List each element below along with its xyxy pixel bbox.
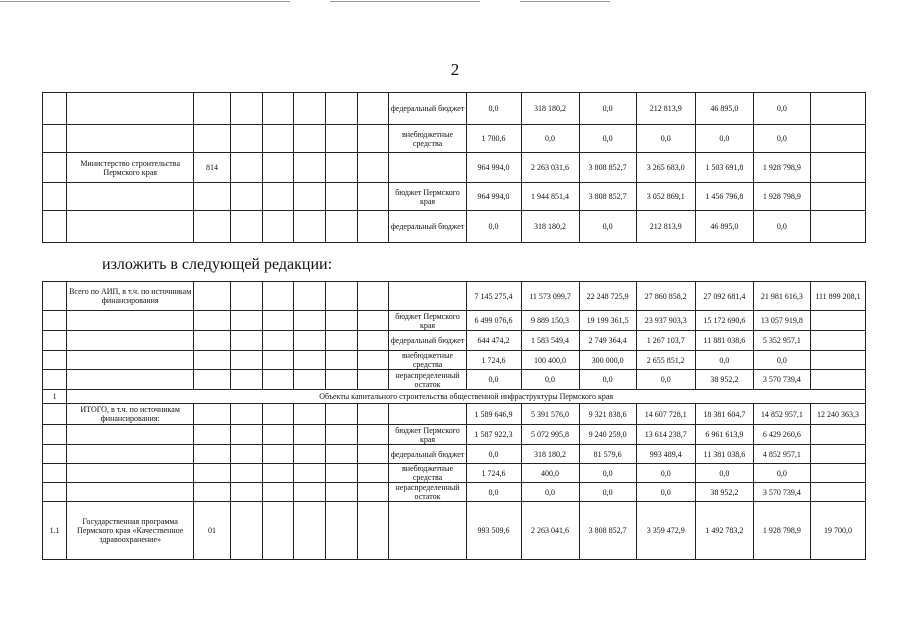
empty-cell <box>262 502 294 560</box>
code-cell: 814 <box>194 153 231 183</box>
value-cell: 12 240 363,3 <box>810 404 865 425</box>
empty-cell <box>262 183 294 211</box>
row-number-cell <box>43 331 67 351</box>
empty-cell <box>231 125 263 153</box>
value-cell: 0,0 <box>466 483 521 502</box>
row-number-cell <box>43 464 67 483</box>
empty-cell <box>357 351 389 370</box>
value-cell <box>810 331 865 351</box>
value-cell: 964 994,0 <box>466 183 521 211</box>
value-cell: 318 180,2 <box>521 445 579 464</box>
empty-cell <box>262 351 294 370</box>
page-number: 2 <box>450 60 460 79</box>
value-cell: 1 589 646,9 <box>466 404 521 425</box>
value-cell <box>810 183 865 211</box>
empty-cell <box>262 445 294 464</box>
value-cell: 0,0 <box>521 483 579 502</box>
empty-cell <box>231 153 263 183</box>
empty-cell <box>294 331 326 351</box>
value-cell: 14 607 728,1 <box>636 404 695 425</box>
value-cell: 6 429 260,6 <box>753 425 810 445</box>
code-cell <box>194 351 231 370</box>
empty-cell <box>294 464 326 483</box>
value-cell: 27 860 858,2 <box>636 282 695 311</box>
name-cell <box>67 445 194 464</box>
table-row <box>43 211 866 243</box>
name-cell: Всего по АИП, в т.ч. по источникам финансирования <box>67 282 194 311</box>
empty-cell <box>326 153 358 183</box>
value-cell: 0,0 <box>466 211 521 243</box>
value-cell: 0,0 <box>466 93 521 125</box>
empty-cell <box>326 125 358 153</box>
top-table <box>42 92 866 243</box>
empty-cell <box>326 331 358 351</box>
source-cell: внебюджетные средства <box>389 125 466 153</box>
value-cell: 0,0 <box>753 93 810 125</box>
code-cell <box>194 445 231 464</box>
value-cell: 0,0 <box>521 370 579 390</box>
empty-cell <box>294 282 326 311</box>
empty-cell <box>262 93 294 125</box>
value-cell: 3 359 472,9 <box>636 502 695 560</box>
empty-cell <box>262 464 294 483</box>
source-cell: бюджет Пермского края <box>389 183 466 211</box>
code-cell <box>194 93 231 125</box>
empty-cell <box>357 331 389 351</box>
table-row <box>43 502 866 560</box>
empty-cell <box>357 125 389 153</box>
empty-cell <box>294 211 326 243</box>
empty-cell <box>294 445 326 464</box>
value-cell <box>810 483 865 502</box>
value-cell: 2 263 031,6 <box>521 153 579 183</box>
row-number-cell <box>43 311 67 331</box>
table-row <box>43 125 866 153</box>
empty-cell <box>326 351 358 370</box>
empty-cell <box>231 211 263 243</box>
empty-cell <box>357 445 389 464</box>
scan-edge-line <box>520 1 610 2</box>
empty-cell <box>294 311 326 331</box>
value-cell: 38 952,2 <box>695 483 753 502</box>
empty-cell <box>326 282 358 311</box>
value-cell: 0,0 <box>753 125 810 153</box>
value-cell: 111 899 208,1 <box>810 282 865 311</box>
empty-cell <box>294 183 326 211</box>
code-cell <box>194 425 231 445</box>
source-cell: внебюджетные средства <box>389 351 466 370</box>
source-cell: внебюджетные средства <box>389 464 466 483</box>
value-cell: 5 072 995,8 <box>521 425 579 445</box>
source-cell: бюджет Пермского края <box>389 425 466 445</box>
value-cell: 0,0 <box>466 370 521 390</box>
value-cell: 5 352 957,1 <box>753 331 810 351</box>
empty-cell <box>326 404 358 425</box>
value-cell: 46 895,0 <box>695 211 753 243</box>
empty-cell <box>294 93 326 125</box>
row-number-cell: 1.1 <box>43 502 67 560</box>
row-number-cell <box>43 483 67 502</box>
empty-cell <box>231 183 263 211</box>
empty-cell <box>262 331 294 351</box>
table-row <box>43 464 866 483</box>
value-cell: 13 057 919,8 <box>753 311 810 331</box>
value-cell <box>810 93 865 125</box>
source-cell: бюджет Пермского края <box>389 311 466 331</box>
source-cell <box>389 282 466 311</box>
table-row <box>43 153 866 183</box>
code-cell <box>194 404 231 425</box>
value-cell: 0,0 <box>753 351 810 370</box>
value-cell: 0,0 <box>579 211 636 243</box>
value-cell <box>810 464 865 483</box>
value-cell: 38 952,2 <box>695 370 753 390</box>
value-cell: 993 489,4 <box>636 445 695 464</box>
empty-cell <box>357 183 389 211</box>
value-cell: 14 852 957,1 <box>753 404 810 425</box>
section-number-cell: 1 <box>43 390 67 404</box>
scan-edge-line <box>0 1 290 2</box>
section-title-cell: Объекты капитального строительства общественной инфраструктуры Пермского края <box>67 390 866 404</box>
empty-cell <box>326 502 358 560</box>
source-cell: нераспределенный остаток <box>389 483 466 502</box>
value-cell: 18 381 604,7 <box>695 404 753 425</box>
value-cell <box>810 311 865 331</box>
value-cell: 212 813,9 <box>636 93 695 125</box>
empty-cell <box>294 502 326 560</box>
empty-cell <box>262 404 294 425</box>
empty-cell <box>357 425 389 445</box>
value-cell: 318 180,2 <box>521 211 579 243</box>
value-cell: 0,0 <box>579 93 636 125</box>
empty-cell <box>357 153 389 183</box>
empty-cell <box>326 183 358 211</box>
empty-cell <box>357 311 389 331</box>
value-cell: 993 509,6 <box>466 502 521 560</box>
value-cell: 1 928 798,9 <box>753 183 810 211</box>
row-number-cell <box>43 282 67 311</box>
value-cell: 1 587 922,3 <box>466 425 521 445</box>
row-number-cell <box>43 370 67 390</box>
code-cell: 01 <box>194 502 231 560</box>
table-row <box>43 425 866 445</box>
value-cell: 19 700,0 <box>810 502 865 560</box>
value-cell: 9 240 259,0 <box>579 425 636 445</box>
value-cell: 0,0 <box>579 125 636 153</box>
value-cell: 3 808 852,7 <box>579 153 636 183</box>
table-row <box>43 404 866 425</box>
name-cell <box>67 464 194 483</box>
value-cell: 2 749 364,4 <box>579 331 636 351</box>
empty-cell <box>357 404 389 425</box>
name-cell: ИТОГО, в т.ч. по источникам финансирования: <box>67 404 194 425</box>
empty-cell <box>262 153 294 183</box>
value-cell: 46 895,0 <box>695 93 753 125</box>
table-row <box>43 183 866 211</box>
empty-cell <box>294 370 326 390</box>
value-cell: 300 000,0 <box>579 351 636 370</box>
empty-cell <box>357 502 389 560</box>
value-cell: 0,0 <box>636 483 695 502</box>
row-number-cell <box>43 183 67 211</box>
code-cell <box>194 370 231 390</box>
code-cell <box>194 311 231 331</box>
table-row <box>43 483 866 502</box>
value-cell: 0,0 <box>695 125 753 153</box>
value-cell: 1 724,6 <box>466 464 521 483</box>
empty-cell <box>262 483 294 502</box>
empty-cell <box>231 464 263 483</box>
code-cell <box>194 282 231 311</box>
row-number-cell <box>43 445 67 464</box>
value-cell: 2 263 041,6 <box>521 502 579 560</box>
name-cell <box>67 351 194 370</box>
name-cell <box>67 370 194 390</box>
empty-cell <box>294 425 326 445</box>
value-cell <box>810 125 865 153</box>
source-cell <box>389 404 466 425</box>
empty-cell <box>326 464 358 483</box>
table-row <box>43 331 866 351</box>
value-cell: 81 579,6 <box>579 445 636 464</box>
value-cell: 644 474,2 <box>466 331 521 351</box>
value-cell: 1 944 851,4 <box>521 183 579 211</box>
empty-cell <box>357 370 389 390</box>
empty-cell <box>262 282 294 311</box>
bottom-table <box>42 281 866 560</box>
name-cell <box>67 331 194 351</box>
empty-cell <box>262 211 294 243</box>
scan-edge-line <box>330 1 480 2</box>
row-number-cell <box>43 211 67 243</box>
table-row <box>43 445 866 464</box>
empty-cell <box>231 351 263 370</box>
name-cell <box>67 425 194 445</box>
value-cell: 11 381 038,6 <box>695 445 753 464</box>
value-cell: 22 248 725,9 <box>579 282 636 311</box>
value-cell: 0,0 <box>466 445 521 464</box>
value-cell: 400,0 <box>521 464 579 483</box>
value-cell: 21 981 616,3 <box>753 282 810 311</box>
empty-cell <box>262 370 294 390</box>
code-cell <box>194 183 231 211</box>
empty-cell <box>357 483 389 502</box>
code-cell <box>194 483 231 502</box>
empty-cell <box>357 282 389 311</box>
value-cell: 318 180,2 <box>521 93 579 125</box>
value-cell: 13 614 238,7 <box>636 425 695 445</box>
empty-cell <box>262 425 294 445</box>
value-cell: 3 570 739,4 <box>753 370 810 390</box>
name-cell <box>67 483 194 502</box>
value-cell <box>810 211 865 243</box>
row-number-cell <box>43 404 67 425</box>
row-number-cell <box>43 93 67 125</box>
value-cell <box>810 153 865 183</box>
table-row <box>43 370 866 390</box>
value-cell: 9 321 838,6 <box>579 404 636 425</box>
value-cell: 9 889 150,3 <box>521 311 579 331</box>
source-cell <box>389 502 466 560</box>
table-row <box>43 351 866 370</box>
replace-heading: изложить в следующей редакции: <box>102 256 333 273</box>
empty-cell <box>231 93 263 125</box>
empty-cell <box>231 404 263 425</box>
empty-cell <box>294 351 326 370</box>
name-cell <box>67 93 194 125</box>
empty-cell <box>231 445 263 464</box>
empty-cell <box>357 93 389 125</box>
empty-cell <box>326 211 358 243</box>
table-row <box>43 311 866 331</box>
source-cell: федеральный бюджет <box>389 211 466 243</box>
name-cell <box>67 183 194 211</box>
value-cell <box>810 445 865 464</box>
value-cell: 4 852 957,1 <box>753 445 810 464</box>
value-cell: 1 583 549,4 <box>521 331 579 351</box>
value-cell: 1 503 691,8 <box>695 153 753 183</box>
value-cell: 1 724,6 <box>466 351 521 370</box>
value-cell <box>810 351 865 370</box>
value-cell: 1 928 798,9 <box>753 502 810 560</box>
empty-cell <box>262 125 294 153</box>
value-cell: 3 808 852,7 <box>579 502 636 560</box>
value-cell: 6 499 076,6 <box>466 311 521 331</box>
empty-cell <box>231 311 263 331</box>
empty-cell <box>231 425 263 445</box>
value-cell: 3 052 869,1 <box>636 183 695 211</box>
source-cell: федеральный бюджет <box>389 93 466 125</box>
empty-cell <box>357 464 389 483</box>
value-cell: 0,0 <box>695 464 753 483</box>
empty-cell <box>326 425 358 445</box>
code-cell <box>194 464 231 483</box>
empty-cell <box>326 93 358 125</box>
table-row <box>43 282 866 311</box>
value-cell: 0,0 <box>636 370 695 390</box>
empty-cell <box>231 331 263 351</box>
value-cell: 0,0 <box>753 211 810 243</box>
row-number-cell <box>43 153 67 183</box>
empty-cell <box>294 404 326 425</box>
value-cell: 1 700,6 <box>466 125 521 153</box>
empty-cell <box>231 502 263 560</box>
empty-cell <box>231 282 263 311</box>
name-cell <box>67 311 194 331</box>
name-cell: Государственная программа Пермского края «Качественное здравоохранение» <box>67 502 194 560</box>
value-cell: 0,0 <box>636 464 695 483</box>
code-cell <box>194 125 231 153</box>
value-cell: 3 570 739,4 <box>753 483 810 502</box>
value-cell: 0,0 <box>753 464 810 483</box>
source-cell: федеральный бюджет <box>389 445 466 464</box>
value-cell: 11 881 038,6 <box>695 331 753 351</box>
value-cell: 1 928 798,9 <box>753 153 810 183</box>
value-cell: 0,0 <box>579 464 636 483</box>
source-cell: федеральный бюджет <box>389 331 466 351</box>
value-cell: 0,0 <box>521 125 579 153</box>
value-cell: 6 961 613,9 <box>695 425 753 445</box>
value-cell <box>810 425 865 445</box>
value-cell <box>810 370 865 390</box>
name-cell <box>67 211 194 243</box>
value-cell: 1 456 796,8 <box>695 183 753 211</box>
code-cell <box>194 211 231 243</box>
row-number-cell <box>43 425 67 445</box>
value-cell: 11 573 099,7 <box>521 282 579 311</box>
empty-cell <box>294 125 326 153</box>
value-cell: 100 400,0 <box>521 351 579 370</box>
empty-cell <box>326 370 358 390</box>
source-cell <box>389 153 466 183</box>
value-cell: 7 145 275,4 <box>466 282 521 311</box>
value-cell: 5 391 576,0 <box>521 404 579 425</box>
empty-cell <box>231 483 263 502</box>
value-cell: 964 994,0 <box>466 153 521 183</box>
empty-cell <box>294 153 326 183</box>
row-number-cell <box>43 125 67 153</box>
name-cell <box>67 125 194 153</box>
empty-cell <box>231 370 263 390</box>
value-cell: 1 492 783,2 <box>695 502 753 560</box>
value-cell: 0,0 <box>579 483 636 502</box>
value-cell: 3 808 852,7 <box>579 183 636 211</box>
value-cell: 15 172 690,6 <box>695 311 753 331</box>
empty-cell <box>294 483 326 502</box>
value-cell: 0,0 <box>695 351 753 370</box>
table-row <box>43 93 866 125</box>
value-cell: 2 655 851,2 <box>636 351 695 370</box>
value-cell: 23 937 903,3 <box>636 311 695 331</box>
value-cell: 19 199 361,5 <box>579 311 636 331</box>
value-cell: 0,0 <box>636 125 695 153</box>
empty-cell <box>326 483 358 502</box>
name-cell: Министерство строительства Пермского края <box>67 153 194 183</box>
empty-cell <box>326 311 358 331</box>
section-row <box>43 390 866 404</box>
value-cell: 0,0 <box>579 370 636 390</box>
value-cell: 1 267 103,7 <box>636 331 695 351</box>
empty-cell <box>357 211 389 243</box>
code-cell <box>194 331 231 351</box>
value-cell: 3 265 683,0 <box>636 153 695 183</box>
value-cell: 27 092 681,4 <box>695 282 753 311</box>
source-cell: нераспределенный остаток <box>389 370 466 390</box>
empty-cell <box>262 311 294 331</box>
row-number-cell <box>43 351 67 370</box>
value-cell: 212 813,9 <box>636 211 695 243</box>
empty-cell <box>326 445 358 464</box>
